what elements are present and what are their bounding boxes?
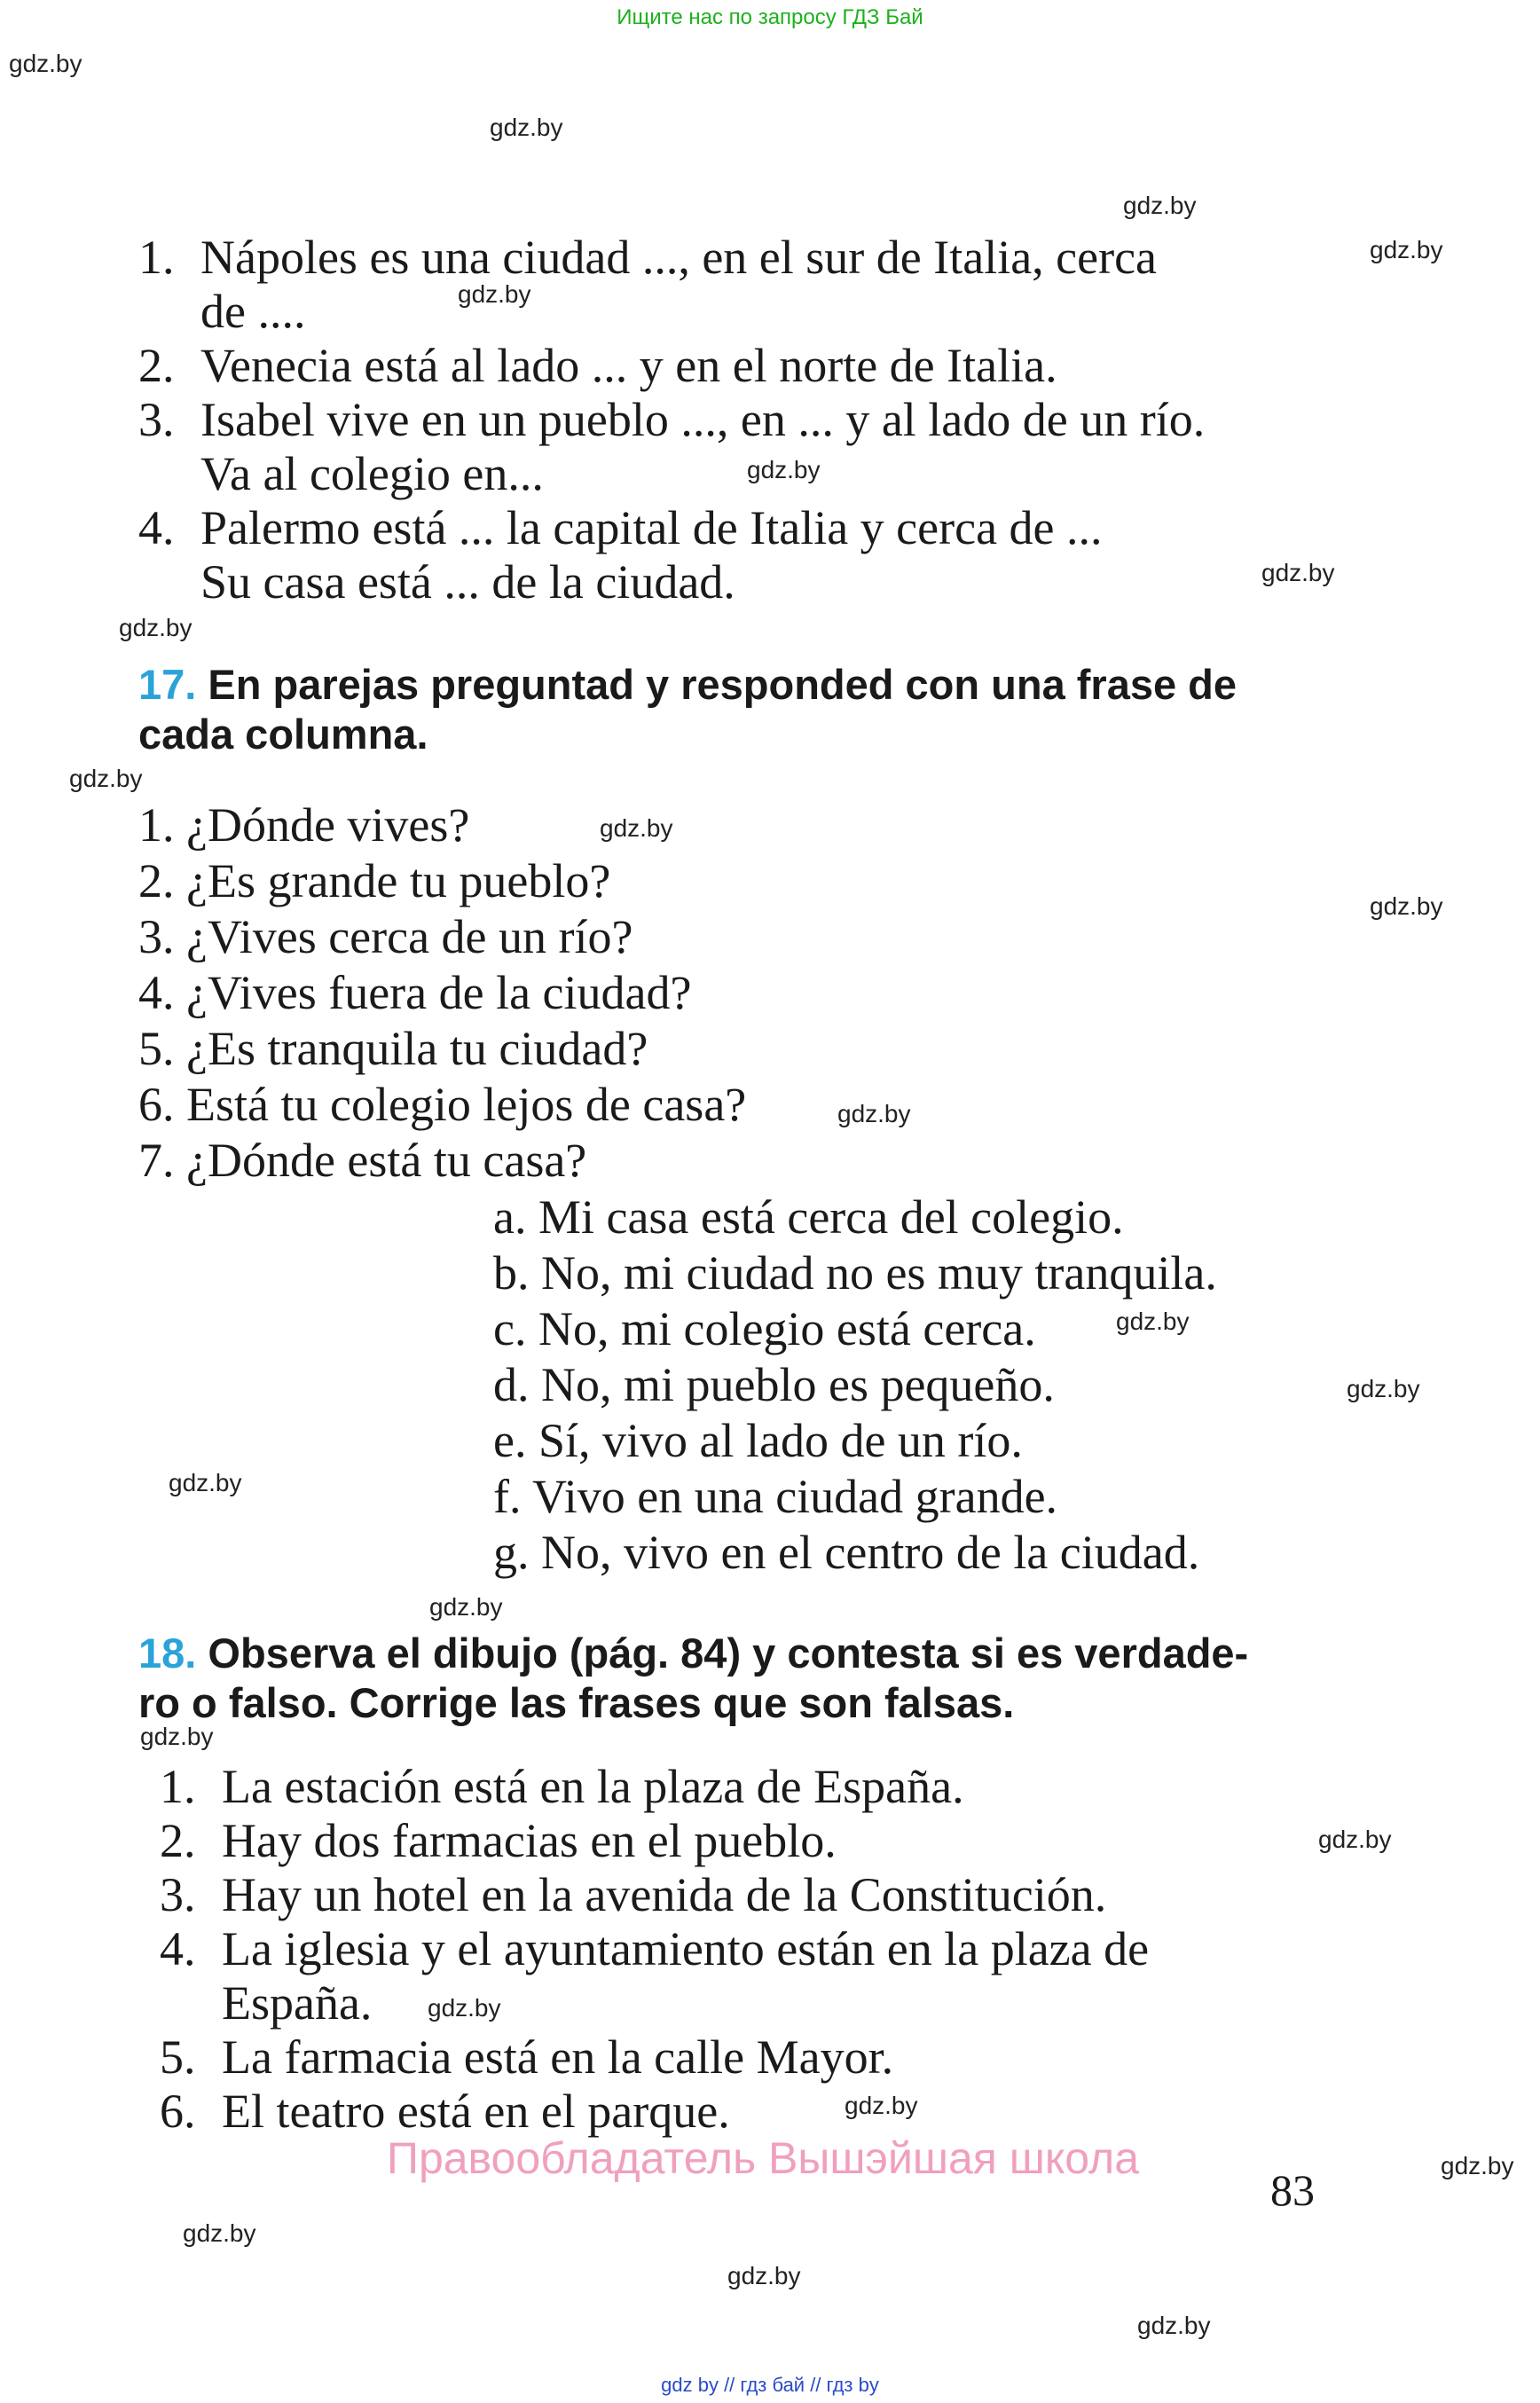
question-item: 3. ¿Vives cerca de un río? bbox=[138, 910, 633, 963]
watermark: gdz.by bbox=[1441, 2152, 1514, 2179]
list-item-continuation: de .... bbox=[200, 285, 306, 338]
list-item: 4. Palermo está ... la capital de Italia y cerca de ... bbox=[138, 501, 1103, 554]
watermark: gdz.by bbox=[9, 50, 82, 77]
list-item: 1. La estación está en la plaza de España. bbox=[160, 1760, 964, 1813]
answer-item: f. Vivo en una ciudad grande. bbox=[493, 1470, 1058, 1523]
list-item: 2. Venecia está al lado ... y en el norte de Italia. bbox=[138, 339, 1057, 392]
exercise-17-title: 17. En parejas preguntad y responded con una frase de bbox=[138, 661, 1238, 708]
footer-links[interactable]: gdz by // гдз бай // гдз by bbox=[661, 2374, 879, 2396]
copyright-notice: Правообладатель Вышэйшая школа bbox=[387, 2133, 1139, 2183]
watermark: gdz.by bbox=[119, 614, 192, 641]
watermark: gdz.by bbox=[1318, 1826, 1392, 1853]
watermark: gdz.by bbox=[837, 1100, 911, 1127]
list-item-continuation: Su casa está ... de la ciudad. bbox=[200, 555, 735, 609]
list-item-continuation: España. bbox=[222, 1976, 373, 2030]
answer-item: c. No, mi colegio está cerca. bbox=[493, 1302, 1036, 1355]
list-item-continuation: Va al colegio en... bbox=[200, 447, 544, 500]
question-item: 1. ¿Dónde vives? bbox=[138, 798, 470, 852]
question-item: 7. ¿Dónde está tu casa? bbox=[138, 1134, 587, 1187]
question-item: 4. ¿Vives fuera de la ciudad? bbox=[138, 966, 692, 1019]
watermark: gdz.by bbox=[1347, 1375, 1420, 1402]
list-item: 5. La farmacia está en la calle Mayor. bbox=[160, 2030, 894, 2084]
watermark: gdz.by bbox=[140, 1723, 214, 1750]
watermark: gdz.by bbox=[428, 1994, 501, 2022]
question-item: 5. ¿Es tranquila tu ciudad? bbox=[138, 1022, 648, 1075]
watermark: gdz.by bbox=[1261, 559, 1335, 586]
page-number: 83 bbox=[1270, 2165, 1315, 2215]
watermark: gdz.by bbox=[1116, 1308, 1190, 1335]
watermark: gdz.by bbox=[1137, 2312, 1211, 2339]
answer-item: d. No, mi pueblo es pequeño. bbox=[493, 1358, 1055, 1411]
watermark: gdz.by bbox=[183, 2219, 256, 2247]
list-item: 4. La iglesia y el ayuntamiento están en la plaza de bbox=[160, 1922, 1150, 1975]
exercise-18-title: 18. Observa el dibujo (pág. 84) y contesta si es verdade- bbox=[138, 1629, 1249, 1677]
question-item: 6. Está tu colegio lejos de casa? bbox=[138, 1078, 747, 1131]
list-item: 3. Isabel vive en un pueblo ..., en ... y al lado de un río. bbox=[138, 393, 1206, 446]
watermark: gdz.by bbox=[600, 814, 673, 842]
watermark: gdz.by bbox=[169, 1469, 242, 1496]
watermark: gdz.by bbox=[1123, 192, 1197, 219]
watermark: gdz.by bbox=[727, 2262, 801, 2289]
watermark: gdz.by bbox=[1370, 892, 1443, 920]
watermark: gdz.by bbox=[458, 280, 531, 308]
answer-item: g. No, vivo en el centro de la ciudad. bbox=[493, 1526, 1200, 1579]
exercise-17-title-line2: cada columna. bbox=[138, 711, 428, 758]
watermark: gdz.by bbox=[747, 456, 821, 483]
watermark: gdz.by bbox=[429, 1593, 503, 1621]
watermark: gdz.by bbox=[845, 2092, 918, 2119]
watermark: gdz.by bbox=[1370, 236, 1443, 263]
watermark: gdz.by bbox=[69, 765, 143, 792]
answer-item: e. Sí, vivo al lado de un río. bbox=[493, 1414, 1023, 1467]
list-item: 6. El teatro está en el parque. bbox=[160, 2085, 730, 2138]
exercise-18-title-line2: ro o falso. Corrige las frases que son falsas. bbox=[138, 1679, 1015, 1726]
list-item: 3. Hay un hotel en la avenida de la Constitución. bbox=[160, 1868, 1107, 1921]
list-item: 2. Hay dos farmacias en el pueblo. bbox=[160, 1814, 837, 1867]
watermark: gdz.by bbox=[490, 114, 563, 141]
list-item: 1. Nápoles es una ciudad ..., en el sur de Italia, cerca bbox=[138, 231, 1158, 284]
top-banner: Ищите нас по запросу ГДЗ Бай bbox=[617, 5, 923, 29]
answer-item: b. No, mi ciudad no es muy tranquila. bbox=[493, 1246, 1217, 1300]
answer-item: a. Mi casa está cerca del colegio. bbox=[493, 1190, 1124, 1244]
question-item: 2. ¿Es grande tu pueblo? bbox=[138, 854, 611, 907]
